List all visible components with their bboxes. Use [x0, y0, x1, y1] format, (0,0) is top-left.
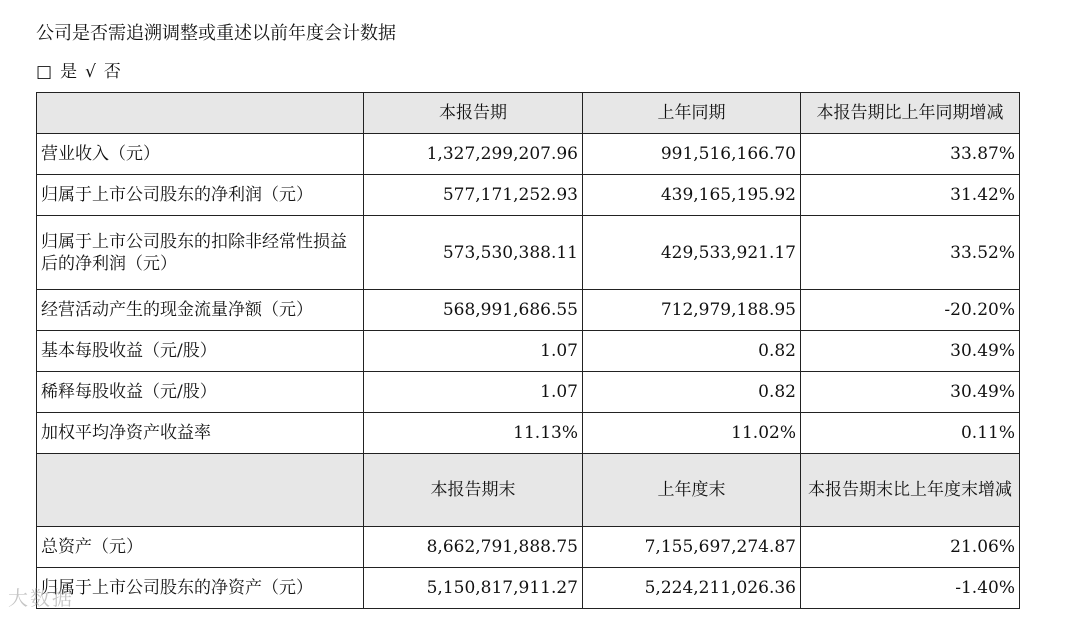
header-cell-prior-year-end: 上年度末	[583, 454, 801, 527]
table-row	[37, 372, 1020, 413]
prior-value: 439,165,195.92	[583, 175, 801, 216]
current-value: 8,662,791,888.75	[364, 527, 583, 568]
header-cell-period-end-change: 本报告期末比上年度末增减	[801, 454, 1020, 527]
prior-value: 429,533,921.17	[583, 216, 801, 290]
change-value: 30.49%	[801, 372, 1020, 413]
change-value: 31.42%	[801, 175, 1020, 216]
change-value: 0.11%	[801, 413, 1020, 454]
current-value: 568,991,686.55	[364, 290, 583, 331]
current-value: 11.13%	[364, 413, 583, 454]
header-cell-prior-period: 上年同期	[583, 93, 801, 134]
row-label: 基本每股收益（元/股）	[37, 331, 364, 372]
table-row	[37, 568, 1020, 609]
change-value: 30.49%	[801, 331, 1020, 372]
prior-value: 0.82	[583, 372, 801, 413]
header-row-period-end	[37, 454, 1020, 527]
row-label: 加权平均净资产收益率	[37, 413, 364, 454]
header-cell-blank	[37, 93, 364, 134]
yes-option-label: 是	[60, 62, 78, 82]
watermark-text: 大数据	[8, 586, 74, 610]
unchecked-box-icon: □	[36, 62, 53, 82]
row-label: 归属于上市公司股东的净利润（元）	[37, 175, 364, 216]
table-row	[37, 134, 1020, 175]
row-label: 归属于上市公司股东的扣除非经常性损益后的净利润（元）	[37, 216, 364, 290]
prior-value: 712,979,188.95	[583, 290, 801, 331]
row-label: 营业收入（元）	[37, 134, 364, 175]
header-cell-current-period: 本报告期	[364, 93, 583, 134]
row-label: 归属于上市公司股东的净资产（元）	[37, 568, 364, 609]
prior-value: 991,516,166.70	[583, 134, 801, 175]
row-label: 经营活动产生的现金流量净额（元）	[37, 290, 364, 331]
prior-value: 5,224,211,026.36	[583, 568, 801, 609]
current-value: 573,530,388.11	[364, 216, 583, 290]
change-value: 33.52%	[801, 216, 1020, 290]
row-label: 总资产（元）	[37, 527, 364, 568]
change-value: 21.06%	[801, 527, 1020, 568]
table-row	[37, 216, 1020, 290]
current-value: 1.07	[364, 331, 583, 372]
current-value: 1,327,299,207.96	[364, 134, 583, 175]
no-option-label: 否	[103, 62, 121, 82]
change-value: -20.20%	[801, 290, 1020, 331]
table-row	[37, 175, 1020, 216]
row-label: 稀释每股收益（元/股）	[37, 372, 364, 413]
question-text: 公司是否需追溯调整或重述以前年度会计数据	[36, 23, 396, 44]
prior-value: 0.82	[583, 331, 801, 372]
table-row	[37, 290, 1020, 331]
financial-data-table	[36, 92, 1020, 609]
table-row	[37, 527, 1020, 568]
table-row	[37, 413, 1020, 454]
current-value: 1.07	[364, 372, 583, 413]
prior-value: 7,155,697,274.87	[583, 527, 801, 568]
table-row	[37, 331, 1020, 372]
current-value: 577,171,252.93	[364, 175, 583, 216]
header-cell-current-period-end: 本报告期末	[364, 454, 583, 527]
header-row-period	[37, 93, 1020, 134]
current-value: 5,150,817,911.27	[364, 568, 583, 609]
prior-value: 11.02%	[583, 413, 801, 454]
restatement-answer	[36, 60, 121, 84]
change-value: -1.40%	[801, 568, 1020, 609]
header-cell-period-change: 本报告期比上年同期增减	[801, 93, 1020, 134]
header-cell-blank	[37, 454, 364, 527]
check-mark-icon: √	[85, 62, 96, 82]
change-value: 33.87%	[801, 134, 1020, 175]
